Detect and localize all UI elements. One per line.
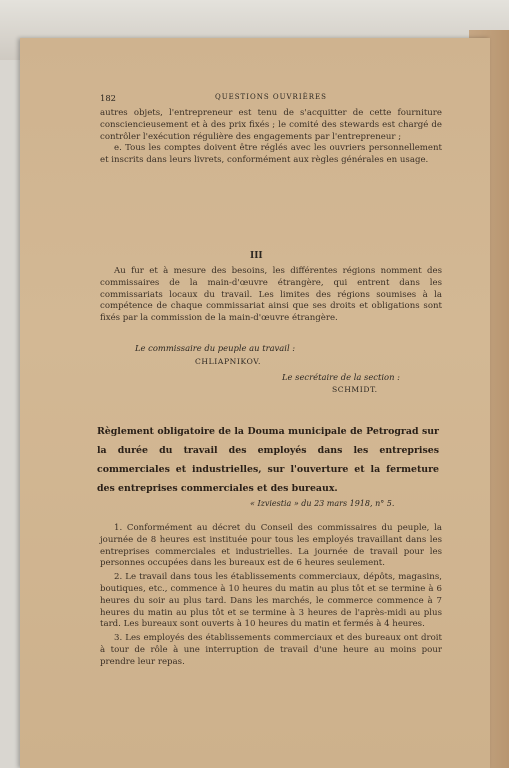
section-heading: III xyxy=(250,251,263,261)
paragraph: autres objets, l'entrepreneur est tenu de s'acquitter de cette fourniture consciencieusement et à des prix fixés ; le comité des stewards est chargé de contrôler l'exécution régulière des engagements par l'entrepreneur ; xyxy=(100,108,442,142)
text-block-2 xyxy=(100,266,442,325)
paragraph: e. Tous les comptes doivent être réglés avec les ouvriers personnellement et inscrits dans leurs livrets, conformément aux règles générales en usage. xyxy=(100,143,442,166)
paragraph: Au fur et à mesure des besoins, les différentes régions nomment des commissaires de la main-d'œuvre étrangère, qui entrent dans les commissariats locaux du travail. Les limites des régions soumises à la compétence de chaque commissariat ainsi que ses droits et obligations sont fixés par la commission de la main-d'œuvre étrangère. xyxy=(100,266,442,324)
signature-role-2: Le secrétaire de la section : xyxy=(282,372,400,382)
source-citation: « Izviestia » du 23 mars 1918, n° 5. xyxy=(250,499,395,508)
article-3: 3. Les employés des établissements commerciaux et des bureaux ont droit à tour de rôle à une interruption de travail d'une heure au moins pour prendre leur repas. xyxy=(100,633,442,667)
document-title: Règlement obligatoire de la Douma municipale de Petrograd sur la durée du travail des employés dans les entreprises commerciales et industrielles, sur l'ouverture et la fermeture des entreprises commerciales et des bureaux. xyxy=(97,426,439,494)
text-block-1 xyxy=(100,108,442,167)
article-1: 1. Conformément au décret du Conseil des commissaires du peuple, la journée de 8 heures est instituée pour tous les employés travaillant dans les entreprises commerciales et industrielles. La journée de travail pour les personnes occupées dans les bureaux est de 6 heures seulement. xyxy=(100,523,442,569)
signature-name-2: SCHMIDT. xyxy=(332,385,378,394)
book-page xyxy=(20,38,490,768)
page-number: 182 xyxy=(100,93,116,103)
signature-name-1: CHLIAPNIKOV. xyxy=(195,357,262,366)
running-title: QUESTIONS OUVRIÈRES xyxy=(215,93,327,101)
text-block-3 xyxy=(100,523,442,671)
signature-role-1: Le commissaire du peuple au travail : xyxy=(135,343,296,353)
article-2: 2. Le travail dans tous les établissements commerciaux, dépôts, magasins, boutiques, etc., commence à 10 heures du matin au plus tôt et se termine à 6 heures du soir au plus tard. Dans les marchés, le commerce commence à 7 heures du matin au plus tôt et se termine à 3 heures de l'après-midi au plus tard. Les bureaux sont ouverts à 10 heures du matin et fermés à 4 heures. xyxy=(100,572,442,630)
